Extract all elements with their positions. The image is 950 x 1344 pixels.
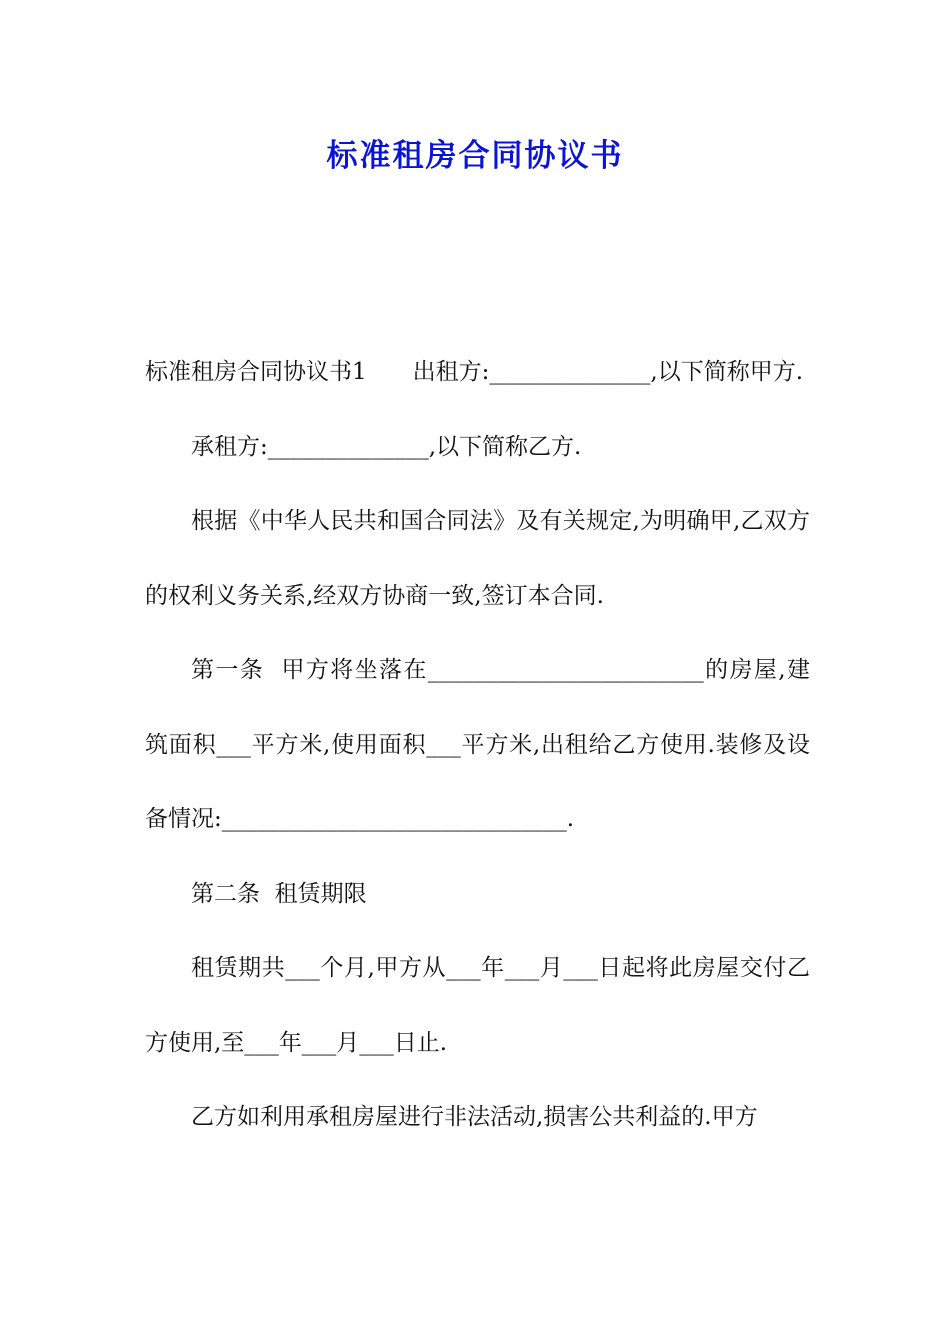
paragraph-parties-lessee: 承租方:______________,以下简称乙方. (191, 433, 582, 460)
document-body (145, 335, 810, 1155)
document-title: 标准租房合同协议书 (326, 138, 624, 174)
paragraph-lease-term: 租赁期共___个月,甲方从___年___月___日起将此房屋交付乙方使用,至___年___月___日止. (145, 955, 810, 1056)
paragraph-legal-basis: 根据《中华人民共和国合同法》及有关规定,为明确甲,乙双方的权利义务关系,经双方协商一致,签订本合同. (145, 508, 810, 609)
paragraph-article-1: 第一条 甲方将坐落在________________________的房屋,建筑面积___平方米,使用面积___平方米,出租给乙方使用.装修及设备情况:______________________________. (145, 657, 810, 832)
paragraph-article-2-heading: 第二条 租赁期限 (191, 880, 367, 907)
paragraph-parties-lessor: 标准租房合同协议书1 出租方:______________,以下简称甲方. (145, 359, 804, 385)
paragraph-illegal-use: 乙方如利用承租房屋进行非法活动,损害公共利益的.甲方 (191, 1104, 758, 1130)
